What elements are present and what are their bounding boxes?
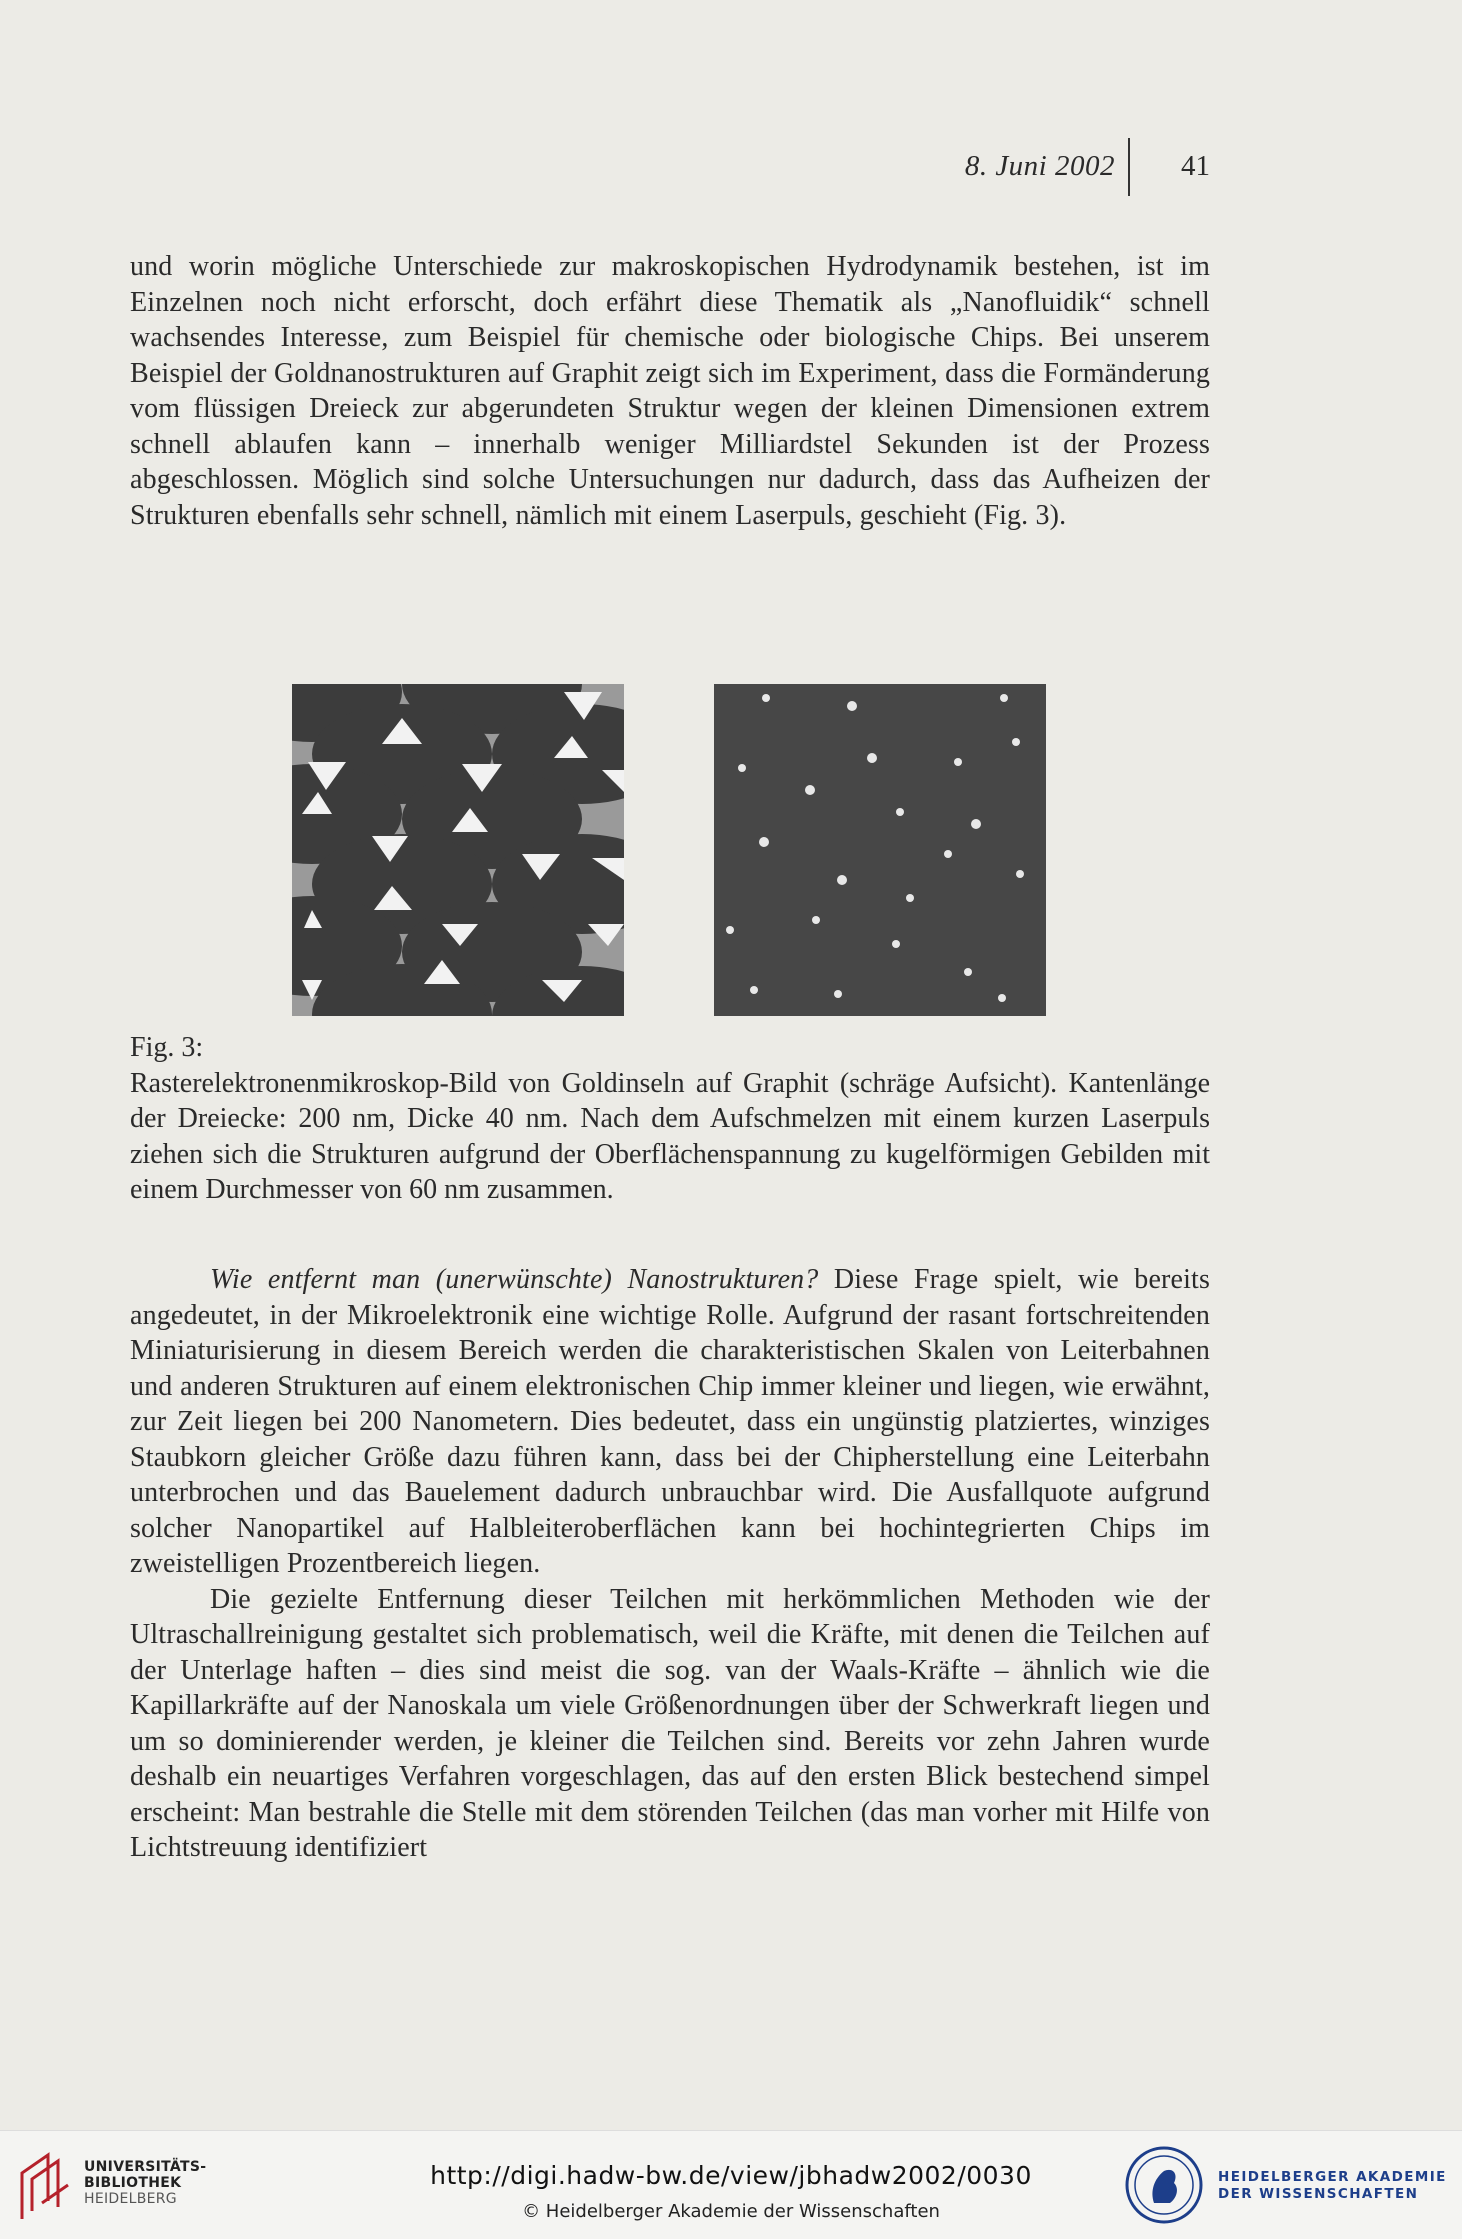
sem-image-spheres — [714, 684, 1046, 1016]
figure-caption-text: Rasterelektronenmikroskop-Bild von Goldinseln auf Graphit (schräge Aufsicht). Kantenlänge der Dreiecke: 200 nm, Dicke 40 nm. Nach dem Aufschmelzen mit einem kurzen Laserpuls ziehen sich die Strukturen aufgrund der Oberflächenspannung zu kugelförmigen Gebilden mit einem Durchmesser von 60 nm zusammen. — [130, 1067, 1210, 1205]
figure-label: Fig. 3: — [130, 1032, 204, 1063]
copyright-notice: © Heidelberger Akademie der Wissenschaften — [522, 2201, 940, 2222]
paragraph-2-question: Wie entfernt man (unerwünschte) Nanostrukturen? — [210, 1264, 819, 1295]
running-head — [880, 150, 1210, 200]
permalink-url[interactable]: http://digi.hadw-bw.de/view/jbhadw2002/0030 — [430, 2161, 1032, 2190]
running-head-date: 8. Juni 2002 — [964, 150, 1115, 182]
page-number: 41 — [1181, 150, 1210, 182]
figure-caption — [130, 1030, 1210, 1208]
academy-name: HEIDELBERGER AKADEMIE DER WISSENSCHAFTEN — [1218, 2169, 1447, 2202]
paragraph-2 — [130, 1262, 1210, 1582]
figure-3 — [292, 684, 1048, 1018]
footer-bar — [0, 2130, 1462, 2239]
paragraph-1: und worin mögliche Unterschiede zur makroskopischen Hydrodynamik bestehen, ist im Einzelnen noch nicht erforscht, doch erfährt diese Thematik als „Nanofluidik“ schnell wachsendes Interesse, zum Beispiel für chemische oder biologische Chips. Bei unserem Beispiel der Goldnanostrukturen auf Graphit zeigt sich im Experiment, dass die Formänderung vom flüssigen Dreieck zur abgerundeten Struktur wegen der kleinen Dimensionen extrem schnell ablaufen kann – innerhalb weniger Milliardstel Sekunden ist der Prozess abgeschlossen. Möglich sind solche Untersuchungen nur dadurch, dass das Aufheizen der Strukturen ebenfalls sehr schnell, nämlich mit einem Laserpuls, geschieht (Fig. 3). — [130, 251, 1210, 531]
paragraph-2-text: Diese Frage spielt, wie bereits angedeutet, in der Mikroelektronik eine wichtige Rolle. Aufgrund der rasant fortschreitenden Miniaturisierung in diesem Bereich werden die charakteristischen Skalen von Leiterbahnen und anderen Strukturen auf einem elektronischen Chip immer kleiner und liegen, wie erwähnt, zur Zeit liegen bei 200 Nanometern. Dies bedeutet, dass ein ungünstig platziertes, winziges Staubkorn gleicher Größe dazu führen kann, dass bei der Chipherstellung eine Leiterbahn unterbrochen und das Bauelement dadurch unbrauchbar wird. Die Ausfallquote aufgrund solcher Nanopartikel auf Halbleiteroberflächen kann bei hochintegrierten Chips im zweistelligen Prozentbereich liegen. — [130, 1264, 1210, 1579]
body-text-top — [130, 249, 1210, 533]
university-library-name: UNIVERSITÄTS- BIBLIOTHEK HEIDELBERG — [84, 2159, 207, 2207]
body-text-bottom — [130, 1262, 1210, 1866]
sem-image-triangles — [292, 684, 624, 1016]
running-head-divider — [1128, 138, 1130, 196]
academy-seal-icon[interactable] — [1124, 2145, 1204, 2225]
paragraph-3: Die gezielte Entfernung dieser Teilchen mit herkömmlichen Methoden wie der Ultraschallreinigung gestaltet sich problematisch, weil die Kräfte, mit denen die Teilchen auf der Unterlage haften – dies sind meist die sog. van der Waals-Kräfte – ähnlich wie die Kapillarkräfte auf der Nanoskala um viele Größenordnungen über der Schwerkraft liegen und um so dominierender werden, je kleiner die Teilchen sind. Bereits vor zehn Jahren wurde deshalb ein neuartiges Verfahren vorgeschlagen, das auf den ersten Blick bestechend simpel erscheint: Man bestrahle die Stelle mit dem störenden Teilchen (das man vorher mit Hilfe von Lichtstreuung identifiziert — [130, 1583, 1210, 1863]
